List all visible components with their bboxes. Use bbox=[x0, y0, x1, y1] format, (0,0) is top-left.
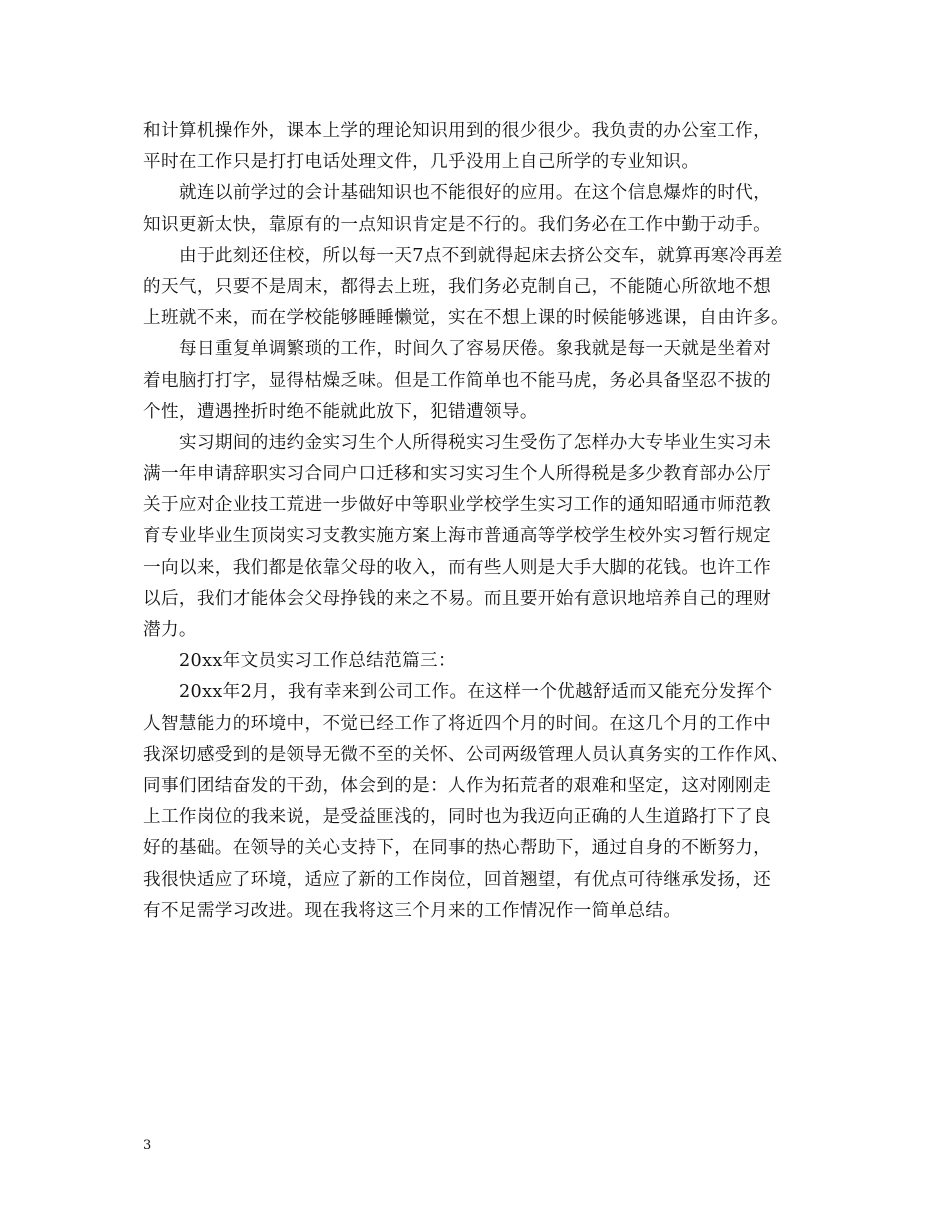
text-line: 个性，遭遇挫折时绝不能就此放下，犯错遭领导。 bbox=[143, 401, 538, 422]
page-number: 3 bbox=[143, 1138, 152, 1153]
text-line: 人智慧能力的环境中，不觉已经工作了将近四个月的时间。在这几个月的工作中 bbox=[143, 713, 772, 734]
text-line: 好的基础。在领导的关心支持下，在同事的热心帮助下，通过自身的不断努力， bbox=[143, 838, 772, 859]
text-line: 我深切感受到的是领导无微不至的关怀、公司两级管理人员认真务实的工作作风、 bbox=[143, 744, 789, 765]
text-line: 潜力。 bbox=[143, 620, 197, 640]
text-line: 以后，我们才能体会父母挣钱的来之不易。而且要开始有意识地培养自己的理财 bbox=[143, 588, 772, 609]
text-line: 和计算机操作外，课本上学的理论知识用到的很少很少。我负责的办公室工作， bbox=[143, 121, 772, 141]
text-line: 满一年申请辞职实习合同户口迁移和实习实习生个人所得税是多少教育部办公厅 bbox=[143, 464, 772, 485]
text-line: 同事们团结奋发的干劲，体会到的是：人作为拓荒者的艰难和坚定，这对刚刚走 bbox=[143, 775, 772, 796]
text-line: 20xx年2月，我有幸来到公司工作。在这样一个优越舒适而又能充分发挥个 bbox=[179, 682, 773, 703]
text-line: 知识更新太快，靠原有的一点知识肯定是不行的。我们务必在工作中勤于动手。 bbox=[143, 214, 772, 235]
text-line: 的天气，只要不是周末，都得去上班，我们务必克制自己，不能随心所欲地不想 bbox=[143, 276, 772, 297]
text-line: 着电脑打打字，显得枯燥乏味。但是工作简单也不能马虎，务必具备坚忍不拔的 bbox=[143, 370, 772, 391]
text-line: 我很快适应了环境，适应了新的工作岗位，回首翘望，有优点可待继承发扬，还 bbox=[143, 869, 772, 890]
text-line: 有不足需学习改进。现在我将这三个月来的工作情况作一简单总结。 bbox=[143, 900, 682, 921]
text-line: 由于此刻还住校，所以每一天7点不到就得起床去挤公交车，就算再寒冷再差 bbox=[179, 245, 783, 266]
text-line: 上工作岗位的我来说，是受益匪浅的，同时也为我迈向正确的人生道路打下了良 bbox=[143, 807, 772, 828]
text-line: 育专业毕业生顶岗实习支教实施方案上海市普通高等学校学生校外实习暂行规定 bbox=[143, 526, 772, 547]
text-line: 平时在工作只是打打电话处理文件，几乎没用上自己所学的专业知识。 bbox=[143, 152, 700, 173]
text-line: 关于应对企业技工荒进一步做好中等职业学校学生实习工作的通知昭通市师范教 bbox=[143, 495, 772, 516]
text-line: 上班就不来，而在学校能够睡睡懒觉，实在不想上课的时候能够逃课，自由许多。 bbox=[143, 308, 789, 329]
text-line: 就连以前学过的会计基础知识也不能很好的应用。在这个信息爆炸的时代， bbox=[179, 183, 772, 204]
body-text bbox=[143, 116, 818, 927]
text-line: 一向以来，我们都是依靠父母的收入，而有些人则是大手大脚的花钱。也许工作 bbox=[143, 557, 772, 578]
section-heading: 20xx年文员实习工作总结范篇三： bbox=[179, 651, 456, 672]
text-line: 每日重复单调繁琐的工作，时间久了容易厌倦。象我就是每一天就是坐着对 bbox=[179, 339, 772, 360]
text-line: 实习期间的违约金实习生个人所得税实习生受伤了怎样办大专毕业生实习未 bbox=[179, 432, 772, 453]
